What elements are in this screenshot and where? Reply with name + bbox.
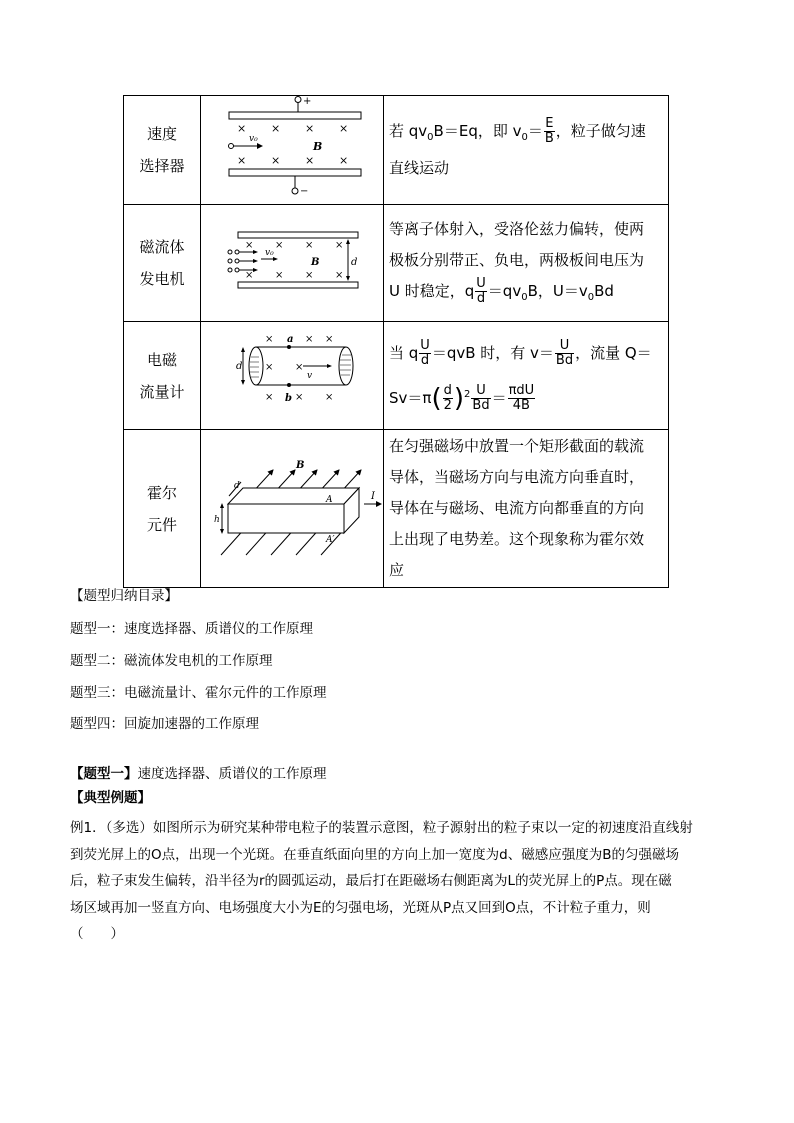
svg-text:×: × bbox=[325, 334, 334, 345]
fraction: $\frac{d}{2}$ bbox=[443, 382, 452, 413]
device-name-cell bbox=[124, 322, 201, 430]
v0-label: v₀ bbox=[265, 248, 274, 258]
v0-label: v₀ bbox=[249, 134, 258, 144]
example-text: 例1．（多选）如图所示为研究某种带电粒子的装置示意图，粒子源射出的粒子束以一定的初速度沿直线射 到荧光屏上的O点，出现一个光斑。在垂直纸面向里的方向上加一宽度为d、磁感应强度为B的匀强磁场 后，粒子束发生偏转，沿半径为r的圆弧运动，最后打在距磁场右侧距离为L的荧光屏上的P点。现在磁 场区域再加一竖直方向、电场强度大小为E的匀强电场，光斑从P点又回到O点，不计粒子重力，则 （ ） bbox=[70, 820, 693, 942]
field-crosses bbox=[245, 240, 343, 281]
svg-text:×: × bbox=[305, 270, 314, 281]
device-name-cell bbox=[124, 96, 201, 205]
diagram-cell bbox=[201, 96, 384, 205]
svg-text:×: × bbox=[265, 362, 274, 373]
svg-text:×: × bbox=[335, 270, 344, 281]
device-description: 在匀强磁场中放置一个矩形截面的载流 导体，当磁场方向与电流方向垂直时， 导体在与磁场、电流方向都垂直的方向 上出现了电势差。这个现象称为霍尔效 应 bbox=[384, 430, 669, 588]
table-row bbox=[124, 96, 669, 205]
svg-text:×: × bbox=[339, 154, 349, 167]
diagram-cell bbox=[201, 205, 384, 322]
plus-sign: + bbox=[303, 96, 312, 107]
d-label: d bbox=[236, 361, 243, 372]
I-label: I bbox=[371, 491, 375, 502]
B-label: B bbox=[313, 140, 323, 153]
section-heading: 【题型一】速度选择器、质谱仪的工作原理 bbox=[70, 766, 327, 782]
device-name-cell bbox=[124, 430, 201, 588]
conductor-front bbox=[228, 504, 344, 533]
fraction: $\frac{U}{d}$ bbox=[420, 337, 430, 368]
svg-text:×: × bbox=[271, 122, 281, 135]
svg-text:×: × bbox=[325, 392, 334, 403]
device-description: 当 q $\frac{U}{d}$ ＝qvB 时，有 v＝ $\frac{U}{Bd}$ ，流量 Q＝ Sv＝π( $\frac{d}{2}$ )$^2$ $\frac{U}{Bd}$ ＝ $\frac{\text{πdU}}{4B}$ bbox=[384, 322, 669, 430]
catalog-item: 题型三：电磁流量计、霍尔元件的工作原理 bbox=[70, 685, 327, 701]
svg-text:×: × bbox=[275, 270, 284, 281]
catalog-item: 题型四：回旋加速器的工作原理 bbox=[70, 716, 259, 732]
catalog-item: 题型一：速度选择器、质谱仪的工作原理 bbox=[70, 621, 313, 637]
device-name: 霍尔 bbox=[146, 483, 177, 502]
hall-element-diagram bbox=[201, 430, 383, 583]
device-name-cell bbox=[124, 205, 201, 322]
svg-text:×: × bbox=[339, 122, 349, 135]
svg-text:×: × bbox=[335, 240, 344, 251]
svg-text:×: × bbox=[305, 122, 315, 135]
svg-text:×: × bbox=[265, 392, 274, 403]
fraction: $\frac{\text{πdU}}{4B}$ bbox=[508, 382, 535, 413]
svg-text:×: × bbox=[305, 334, 314, 345]
a-label: a bbox=[287, 334, 294, 345]
svg-text:×: × bbox=[271, 154, 281, 167]
bottom-plate bbox=[229, 169, 361, 176]
table-row bbox=[124, 430, 669, 588]
device-name: 磁流体 bbox=[139, 238, 185, 256]
svg-text:×: × bbox=[245, 270, 254, 281]
fraction: $\frac{U}{Bd}$ bbox=[555, 337, 574, 368]
velocity-selector-diagram bbox=[201, 96, 383, 200]
v-label: v bbox=[307, 371, 313, 381]
device-name: 选择器 bbox=[139, 157, 185, 175]
A-label: A bbox=[326, 495, 333, 505]
svg-text:×: × bbox=[237, 154, 247, 167]
device-description: 等离子体射入，受洛伦兹力偏转，使两 极板分别带正、负电，两极板间电压为 U 时稳定，q $\frac{U}{d}$ $=qv_0B$，$U=v_0Bd$ bbox=[384, 205, 669, 322]
svg-text:×: × bbox=[275, 240, 284, 251]
bottom-plate bbox=[238, 282, 358, 288]
device-description: 若 $qv_0B=Eq$，即 $v_0=$ $\frac{E}{B}$ ，粒子做匀速 直线运动 bbox=[384, 96, 669, 205]
A-prime-label: A′ bbox=[326, 535, 335, 545]
diagram-cell bbox=[201, 322, 384, 430]
field-crosses bbox=[237, 122, 348, 167]
fraction: $\frac{E}{B}$ bbox=[544, 116, 554, 146]
device-name: 电磁 bbox=[146, 350, 177, 369]
top-plate bbox=[229, 112, 361, 119]
svg-text:×: × bbox=[305, 154, 315, 167]
device-name: 元件 bbox=[146, 515, 177, 534]
mhd-generator-diagram bbox=[201, 205, 383, 317]
svg-text:×: × bbox=[305, 240, 314, 251]
flowmeter-diagram bbox=[201, 322, 383, 425]
catalog-item: 题型二：磁流体发电机的工作原理 bbox=[70, 653, 273, 669]
B-label: B bbox=[311, 257, 320, 268]
field-crosses bbox=[265, 334, 333, 403]
fraction: $\frac{U}{Bd}$ bbox=[472, 382, 490, 413]
table-row bbox=[124, 205, 669, 322]
table-row bbox=[124, 322, 669, 430]
device-name: 流量计 bbox=[139, 382, 185, 401]
minus-sign: − bbox=[300, 186, 309, 197]
b-label: b bbox=[285, 393, 292, 404]
d-label: d bbox=[351, 257, 358, 268]
top-plate bbox=[238, 232, 358, 238]
B-label: B bbox=[296, 460, 305, 471]
d-label: d bbox=[234, 481, 240, 491]
svg-text:×: × bbox=[295, 392, 304, 403]
device-name: 速度 bbox=[146, 125, 177, 143]
h-label: h bbox=[214, 515, 220, 525]
conductor-top bbox=[228, 488, 359, 504]
fraction: $\frac{U}{d}$ bbox=[476, 275, 486, 306]
diagram-cell bbox=[201, 430, 384, 588]
svg-text:×: × bbox=[265, 334, 274, 345]
svg-text:×: × bbox=[237, 122, 247, 135]
device-name: 发电机 bbox=[139, 270, 185, 288]
svg-text:×: × bbox=[295, 362, 304, 373]
section-subheading: 【典型例题】 bbox=[70, 790, 151, 806]
svg-text:×: × bbox=[245, 240, 254, 251]
catalog-header: 【题型归纳目录】 bbox=[70, 588, 178, 604]
devices-table bbox=[123, 95, 669, 588]
